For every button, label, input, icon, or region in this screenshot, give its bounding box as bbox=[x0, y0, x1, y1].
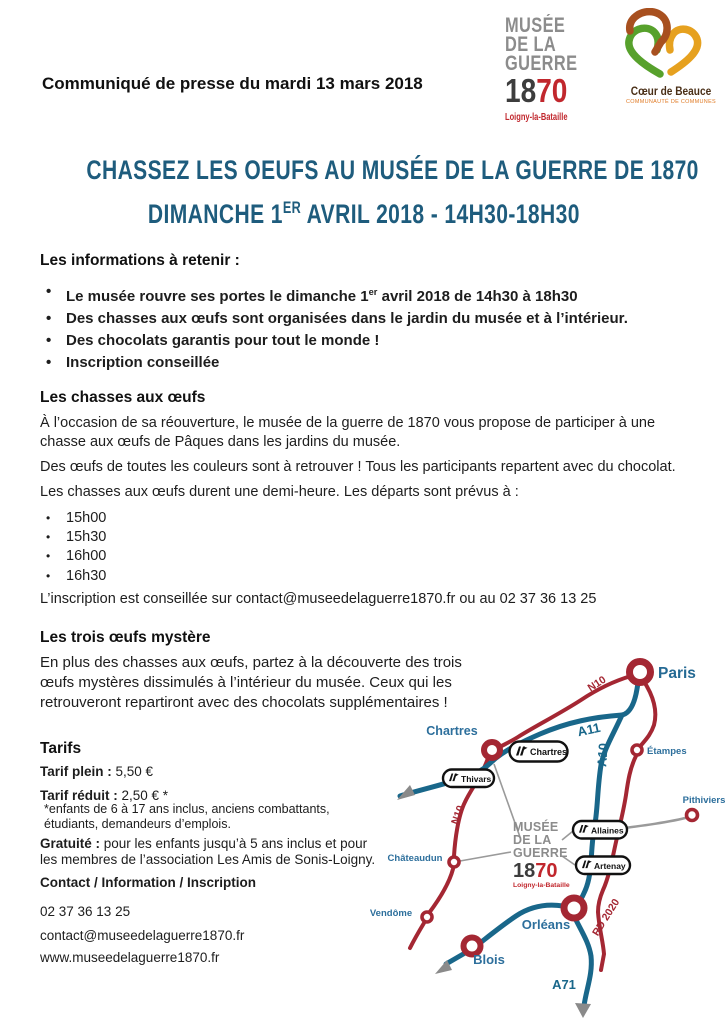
list-item: • Inscription conseillée bbox=[40, 352, 690, 374]
rest-area-badge-allaines bbox=[573, 821, 627, 839]
map-arrow-south-icon bbox=[575, 1003, 591, 1018]
road-label-a11: A11 bbox=[576, 719, 602, 740]
chasses-heading: Les chasses aux œufs bbox=[40, 389, 206, 406]
city-label-paris: Paris bbox=[658, 665, 696, 682]
road-label-a10: A10 bbox=[594, 742, 611, 768]
city-label-vendome: Vendôme bbox=[370, 908, 413, 919]
rest-area-badge-thivars bbox=[443, 770, 494, 788]
museum-logo-city: Loigny-la-Bataille bbox=[505, 112, 568, 123]
road-a11 bbox=[400, 683, 638, 796]
list-item: • 16h00 bbox=[40, 547, 106, 566]
city-label-pithiviers: Pithiviers bbox=[682, 795, 726, 806]
departure-times-list bbox=[40, 509, 106, 586]
rest-area-badge-artenay bbox=[576, 857, 630, 875]
museum-logo-line3: GUERRE bbox=[505, 52, 578, 75]
city-marker-etampes bbox=[632, 745, 642, 755]
list-item: • Le musée rouvre ses portes le dimanche 1er avril 2018 de 14h30 à 18h30 bbox=[40, 281, 690, 308]
road-label-rd2020: RD 2020 bbox=[590, 896, 623, 939]
press-release-title: Communiqué de presse du mardi 13 mars 2018 bbox=[42, 74, 423, 93]
road-a71 bbox=[576, 920, 591, 1006]
tarifs-heading: Tarifs bbox=[40, 740, 82, 757]
coeur-de-beauce-name: Cœur de Beauce bbox=[630, 86, 712, 98]
svg-text:Allaines: Allaines bbox=[591, 825, 624, 836]
svg-text:Thivars: Thivars bbox=[461, 774, 492, 784]
contact-website: www.museedelaguerre1870.fr bbox=[40, 950, 220, 965]
info-heading: Les informations à retenir : bbox=[40, 252, 240, 269]
rest-area-badge-chartres bbox=[510, 742, 568, 762]
contact-heading: Contact / Information / Inscription bbox=[40, 875, 256, 890]
museum-logo-line2: DE LA bbox=[505, 33, 557, 56]
chasses-paragraph-2: Des œufs de toutes les couleurs sont à retrouver ! Tous les participants repartent avec du chocolat. bbox=[40, 459, 676, 475]
list-item: • Des chocolats garantis pour tout le monde ! bbox=[40, 330, 690, 352]
coeur-de-beauce-logo bbox=[618, 8, 724, 105]
chasses-paragraph-1: À l’occasion de sa réouverture, le musée de la guerre de 1870 vous propose de participer à une chasse aux œufs de Pâques dans les jardins du musée. bbox=[40, 415, 656, 450]
list-item: • Des chasses aux œufs sont organisées dans le jardin du musée et à l’intérieur. bbox=[40, 308, 690, 330]
tarif-plein: Tarif plein : 5,50 € bbox=[40, 764, 154, 779]
road-blois-southwest bbox=[446, 953, 465, 964]
svg-text:1870: 1870 bbox=[513, 860, 558, 882]
list-item: • 16h30 bbox=[40, 567, 106, 586]
museum-logo bbox=[505, 16, 605, 123]
svg-text:Chartres: Chartres bbox=[530, 747, 568, 757]
contact-email: contact@museedelaguerre1870.fr bbox=[40, 928, 245, 943]
city-label-blois: Blois bbox=[473, 952, 505, 967]
contact-phone: 02 37 36 13 25 bbox=[40, 904, 131, 919]
inscription-line: L’inscription est conseillée sur contact@museedelaguerre1870.fr ou au 02 37 36 13 25 bbox=[40, 591, 597, 607]
city-marker-chartres bbox=[484, 742, 500, 758]
city-label-chartres: Chartres bbox=[426, 724, 478, 738]
city-label-chateaudun: Châteaudun bbox=[387, 853, 443, 864]
svg-text:Artenay: Artenay bbox=[594, 861, 626, 871]
city-marker-paris bbox=[630, 662, 651, 683]
city-label-etampes: Étampes bbox=[647, 746, 687, 757]
access-map bbox=[370, 625, 728, 1030]
tarif-reduit-note: *enfants de 6 à 17 ans inclus, anciens combattants, étudiants, demandeurs d’emplois. bbox=[44, 802, 330, 831]
museum-logo-year: 1870 bbox=[505, 72, 568, 109]
list-item: • 15h00 bbox=[40, 509, 106, 528]
museum-logo-line1: MUSÉE bbox=[505, 14, 566, 37]
city-label-orleans: Orléans bbox=[521, 917, 571, 932]
coeur-de-beauce-subtitle: COMMUNAUTÉ DE COMMUNES bbox=[625, 99, 716, 105]
headline-line2: DIMANCHE 1ER AVRIL 2018 - 14H30-18H30 bbox=[148, 199, 580, 229]
svg-text:GUERRE: GUERRE bbox=[513, 846, 568, 860]
city-marker-pithiviers bbox=[687, 810, 698, 821]
mystere-paragraph: En plus des chasses aux œufs, partez à la découverte des trois œufs mystères dissimulés à l’intérieur du musée. Ceux qui les retrouveront repartiront avec des chocolats supplémentaires ! bbox=[40, 654, 462, 711]
mystere-heading: Les trois œufs mystère bbox=[40, 629, 211, 646]
info-bullet-list bbox=[40, 281, 690, 374]
map-museum-logo bbox=[513, 819, 570, 889]
road-label-n10-top: N10 bbox=[585, 673, 609, 695]
svg-text:Loigny-la-Bataille: Loigny-la-Bataille bbox=[513, 882, 570, 889]
tarif-reduit: Tarif réduit : 2,50 € * bbox=[40, 788, 169, 803]
map-arrow-west-icon bbox=[397, 785, 415, 800]
road-label-a71: A71 bbox=[552, 977, 576, 992]
svg-text:MUSÉE: MUSÉE bbox=[513, 820, 559, 834]
city-marker-orleans bbox=[564, 898, 584, 918]
svg-text:DE LA: DE LA bbox=[513, 833, 552, 847]
city-marker-chateaudun bbox=[449, 857, 459, 867]
road-label-n10-left: N10 bbox=[449, 803, 467, 827]
city-marker-vendome bbox=[422, 912, 432, 922]
heart-hooks-icon bbox=[618, 8, 724, 80]
chasses-paragraph-3: Les chasses aux œufs durent une demi-heure. Les départs sont prévus à : bbox=[40, 484, 519, 500]
list-item: • 15h30 bbox=[40, 528, 106, 547]
gratuite: Gratuité : pour les enfants jusqu’à 5 ans inclus et pour les membres de l’association Les Amis de Sonis-Loigny. bbox=[40, 836, 376, 867]
headline-line1: CHASSEZ LES OEUFS AU MUSÉE DE LA GUERRE DE 1870 bbox=[86, 155, 699, 185]
